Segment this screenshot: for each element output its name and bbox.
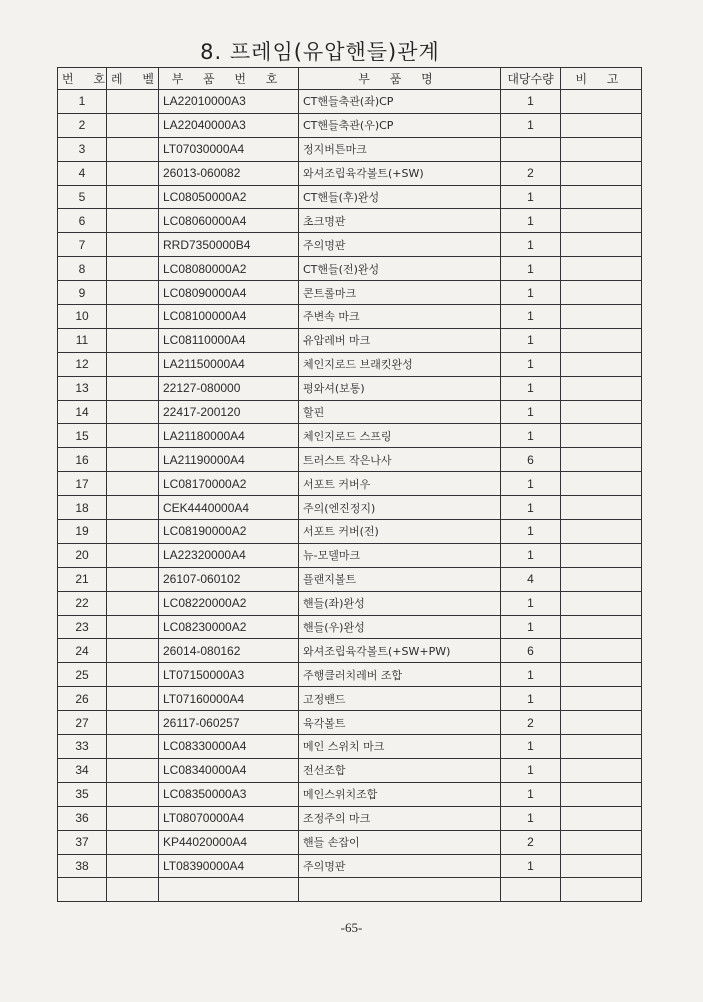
- table-row: [58, 687, 642, 711]
- table-row: [58, 161, 642, 185]
- table-row: [58, 591, 642, 615]
- cell-level: [107, 878, 159, 902]
- table-row: [58, 113, 642, 137]
- cell-no: 3: [58, 137, 107, 161]
- cell-level: [107, 90, 159, 114]
- cell-part-no: LC08170000A2: [159, 472, 299, 496]
- cell-no: 34: [58, 758, 107, 782]
- cell-remark: [561, 376, 642, 400]
- cell-level: [107, 782, 159, 806]
- table-row: [58, 233, 642, 257]
- cell-no: 1: [58, 90, 107, 114]
- cell-qty: 2: [501, 830, 561, 854]
- cell-level: [107, 281, 159, 305]
- cell-qty: 1: [501, 185, 561, 209]
- cell-remark: [561, 782, 642, 806]
- cell-part-no: LC08330000A4: [159, 735, 299, 759]
- cell-part-no: CEK4440000A4: [159, 496, 299, 520]
- cell-part-name: 플랜지볼트: [299, 567, 501, 591]
- cell-no: 35: [58, 782, 107, 806]
- cell-qty: 1: [501, 328, 561, 352]
- cell-remark: [561, 615, 642, 639]
- table-row: [58, 615, 642, 639]
- cell-part-no: LC08340000A4: [159, 758, 299, 782]
- cell-part-no: 26117-060257: [159, 711, 299, 735]
- cell-qty: 1: [501, 305, 561, 329]
- cell-qty: 1: [501, 90, 561, 114]
- cell-part-name: 육각볼트: [299, 711, 501, 735]
- cell-part-no: LC08350000A3: [159, 782, 299, 806]
- cell-qty: 1: [501, 758, 561, 782]
- cell-part-no: KP44020000A4: [159, 830, 299, 854]
- cell-qty: 1: [501, 782, 561, 806]
- cell-level: [107, 496, 159, 520]
- cell-part-no: LC08230000A2: [159, 615, 299, 639]
- cell-level: [107, 448, 159, 472]
- cell-no: 6: [58, 209, 107, 233]
- cell-qty: 1: [501, 424, 561, 448]
- cell-remark: [561, 591, 642, 615]
- cell-part-name: CT핸들축관(우)CP: [299, 113, 501, 137]
- cell-no: 26: [58, 687, 107, 711]
- table-row: [58, 782, 642, 806]
- cell-no: 8: [58, 257, 107, 281]
- cell-part-name: 할핀: [299, 400, 501, 424]
- cell-remark: [561, 281, 642, 305]
- cell-no: 22: [58, 591, 107, 615]
- cell-part-name: 뉴-모델마크: [299, 543, 501, 567]
- cell-part-name: 평와셔(보통): [299, 376, 501, 400]
- page-title: 8. 프레임(유압핸들)관계: [200, 40, 440, 64]
- cell-no: 19: [58, 520, 107, 544]
- cell-level: [107, 711, 159, 735]
- cell-qty: 6: [501, 639, 561, 663]
- cell-qty: 1: [501, 400, 561, 424]
- cell-part-no: 22127-080000: [159, 376, 299, 400]
- cell-qty: 6: [501, 448, 561, 472]
- table-row: [58, 854, 642, 878]
- cell-no: 4: [58, 161, 107, 185]
- cell-remark: [561, 806, 642, 830]
- cell-no: 12: [58, 352, 107, 376]
- cell-remark: [561, 257, 642, 281]
- table-row: [58, 209, 642, 233]
- cell-no: 36: [58, 806, 107, 830]
- table-row: [58, 543, 642, 567]
- cell-part-name: 주의명판: [299, 854, 501, 878]
- cell-qty: 1: [501, 735, 561, 759]
- cell-part-no: LT07030000A4: [159, 137, 299, 161]
- cell-remark: [561, 90, 642, 114]
- table-row: [58, 520, 642, 544]
- cell-part-name: 핸들(좌)완성: [299, 591, 501, 615]
- cell-qty: 4: [501, 567, 561, 591]
- cell-qty: 1: [501, 663, 561, 687]
- cell-level: [107, 735, 159, 759]
- cell-level: [107, 615, 159, 639]
- cell-qty: 1: [501, 496, 561, 520]
- cell-remark: [561, 711, 642, 735]
- cell-qty: 1: [501, 376, 561, 400]
- cell-level: [107, 137, 159, 161]
- cell-part-no: LC08090000A4: [159, 281, 299, 305]
- cell-qty: 1: [501, 806, 561, 830]
- cell-part-name: 초크명판: [299, 209, 501, 233]
- cell-level: [107, 257, 159, 281]
- cell-part-no: LA21180000A4: [159, 424, 299, 448]
- table-row: [58, 639, 642, 663]
- cell-level: [107, 830, 159, 854]
- cell-no: 17: [58, 472, 107, 496]
- cell-level: [107, 472, 159, 496]
- cell-part-no: LT07150000A3: [159, 663, 299, 687]
- cell-part-no: LC08190000A2: [159, 520, 299, 544]
- cell-no: 25: [58, 663, 107, 687]
- cell-remark: [561, 161, 642, 185]
- cell-part-name: 유압레버 마크: [299, 328, 501, 352]
- cell-qty: 1: [501, 113, 561, 137]
- table-row: [58, 424, 642, 448]
- cell-no: 20: [58, 543, 107, 567]
- cell-qty: 2: [501, 711, 561, 735]
- header-no: 번 호: [58, 68, 107, 90]
- table-row: [58, 185, 642, 209]
- table-row: [58, 496, 642, 520]
- cell-part-no: LC08100000A4: [159, 305, 299, 329]
- cell-no: 33: [58, 735, 107, 759]
- cell-part-no: LC08110000A4: [159, 328, 299, 352]
- cell-level: [107, 520, 159, 544]
- cell-qty: 1: [501, 854, 561, 878]
- cell-level: [107, 113, 159, 137]
- cell-remark: [561, 400, 642, 424]
- table-row: [58, 663, 642, 687]
- cell-part-name: CT핸들(전)완성: [299, 257, 501, 281]
- cell-part-name: 체인지로드 브래킷완성: [299, 352, 501, 376]
- cell-qty: [501, 878, 561, 902]
- cell-no: 37: [58, 830, 107, 854]
- cell-qty: 1: [501, 591, 561, 615]
- cell-part-no: [159, 878, 299, 902]
- cell-no: 21: [58, 567, 107, 591]
- cell-remark: [561, 113, 642, 137]
- cell-remark: [561, 305, 642, 329]
- cell-no: 5: [58, 185, 107, 209]
- cell-qty: 1: [501, 687, 561, 711]
- cell-part-name: 서포트 커버우: [299, 472, 501, 496]
- cell-part-name: 주변속 마크: [299, 305, 501, 329]
- cell-part-name: 조정주의 마크: [299, 806, 501, 830]
- cell-no: 9: [58, 281, 107, 305]
- table-row: [58, 352, 642, 376]
- cell-remark: [561, 328, 642, 352]
- cell-level: [107, 305, 159, 329]
- cell-part-no: 22417-200120: [159, 400, 299, 424]
- cell-part-no: LC08220000A2: [159, 591, 299, 615]
- cell-remark: [561, 448, 642, 472]
- cell-part-name: 트러스트 작은나사: [299, 448, 501, 472]
- cell-remark: [561, 830, 642, 854]
- cell-no: 2: [58, 113, 107, 137]
- cell-qty: 1: [501, 281, 561, 305]
- cell-qty: 2: [501, 161, 561, 185]
- cell-part-no: LA22040000A3: [159, 113, 299, 137]
- cell-part-no: 26107-060102: [159, 567, 299, 591]
- cell-qty: 1: [501, 209, 561, 233]
- cell-remark: [561, 496, 642, 520]
- cell-level: [107, 854, 159, 878]
- table-row: [58, 376, 642, 400]
- cell-remark: [561, 567, 642, 591]
- cell-qty: 1: [501, 352, 561, 376]
- cell-remark: [561, 639, 642, 663]
- cell-part-no: LC08080000A2: [159, 257, 299, 281]
- cell-part-name: 전선조합: [299, 758, 501, 782]
- table-row: [58, 328, 642, 352]
- header-remark: 비 고: [561, 68, 642, 90]
- cell-no: 7: [58, 233, 107, 257]
- cell-part-no: LT07160000A4: [159, 687, 299, 711]
- cell-level: [107, 400, 159, 424]
- table-body: [58, 90, 642, 902]
- cell-remark: [561, 687, 642, 711]
- table-row: [58, 90, 642, 114]
- table-row: [58, 830, 642, 854]
- cell-level: [107, 376, 159, 400]
- cell-part-no: LA21190000A4: [159, 448, 299, 472]
- cell-part-no: 26014-080162: [159, 639, 299, 663]
- cell-level: [107, 233, 159, 257]
- cell-qty: 1: [501, 472, 561, 496]
- cell-part-name: 체인지로드 스프링: [299, 424, 501, 448]
- cell-no: 15: [58, 424, 107, 448]
- cell-level: [107, 424, 159, 448]
- cell-part-no: LA22010000A3: [159, 90, 299, 114]
- table-row: [58, 567, 642, 591]
- cell-no: 13: [58, 376, 107, 400]
- cell-part-name: 정지버튼마크: [299, 137, 501, 161]
- parts-table: [57, 67, 642, 902]
- table-row: [58, 758, 642, 782]
- table-header-row: [58, 68, 642, 90]
- table-row: [58, 281, 642, 305]
- table-row: [58, 257, 642, 281]
- cell-part-no: LC08050000A2: [159, 185, 299, 209]
- cell-qty: 1: [501, 257, 561, 281]
- cell-qty: [501, 137, 561, 161]
- cell-level: [107, 209, 159, 233]
- table-row: [58, 735, 642, 759]
- cell-part-name: 와셔조립육각볼트(+SW): [299, 161, 501, 185]
- cell-part-name: 주행클러치레버 조합: [299, 663, 501, 687]
- cell-level: [107, 687, 159, 711]
- cell-remark: [561, 520, 642, 544]
- cell-part-name: 주의명판: [299, 233, 501, 257]
- cell-level: [107, 185, 159, 209]
- cell-remark: [561, 137, 642, 161]
- cell-part-name: 메인스위치조합: [299, 782, 501, 806]
- cell-qty: 1: [501, 615, 561, 639]
- cell-part-no: LT08390000A4: [159, 854, 299, 878]
- cell-part-name: 주의(엔진정지): [299, 496, 501, 520]
- cell-level: [107, 639, 159, 663]
- cell-remark: [561, 663, 642, 687]
- cell-level: [107, 663, 159, 687]
- header-qty: 대당수량: [501, 68, 561, 90]
- cell-remark: [561, 352, 642, 376]
- cell-remark: [561, 758, 642, 782]
- cell-remark: [561, 209, 642, 233]
- table-row: [58, 878, 642, 902]
- cell-no: 18: [58, 496, 107, 520]
- cell-part-name: 서포트 커버(전): [299, 520, 501, 544]
- cell-no: 16: [58, 448, 107, 472]
- cell-level: [107, 352, 159, 376]
- cell-level: [107, 161, 159, 185]
- cell-part-no: LC08060000A4: [159, 209, 299, 233]
- cell-no: 14: [58, 400, 107, 424]
- cell-part-name: 고정밴드: [299, 687, 501, 711]
- cell-no: 23: [58, 615, 107, 639]
- cell-level: [107, 328, 159, 352]
- cell-part-no: 26013-060082: [159, 161, 299, 185]
- cell-remark: [561, 472, 642, 496]
- cell-no: 10: [58, 305, 107, 329]
- table-row: [58, 400, 642, 424]
- cell-no: 38: [58, 854, 107, 878]
- header-part-name: 부 품 명: [299, 68, 501, 90]
- cell-no: 11: [58, 328, 107, 352]
- cell-remark: [561, 854, 642, 878]
- table-row: [58, 305, 642, 329]
- cell-level: [107, 806, 159, 830]
- cell-remark: [561, 185, 642, 209]
- cell-qty: 1: [501, 520, 561, 544]
- cell-remark: [561, 424, 642, 448]
- cell-part-name: CT핸들(후)완성: [299, 185, 501, 209]
- cell-part-no: LT08070000A4: [159, 806, 299, 830]
- cell-part-name: 콘트롤마크: [299, 281, 501, 305]
- cell-level: [107, 567, 159, 591]
- cell-part-name: 핸들(우)완성: [299, 615, 501, 639]
- cell-part-name: 핸들 손잡이: [299, 830, 501, 854]
- cell-part-name: CT핸들축관(좌)CP: [299, 90, 501, 114]
- cell-no: 27: [58, 711, 107, 735]
- cell-level: [107, 543, 159, 567]
- cell-no: 24: [58, 639, 107, 663]
- cell-level: [107, 591, 159, 615]
- cell-qty: 1: [501, 543, 561, 567]
- cell-part-no: RRD7350000B4: [159, 233, 299, 257]
- cell-part-no: LA22320000A4: [159, 543, 299, 567]
- cell-remark: [561, 878, 642, 902]
- table-row: [58, 806, 642, 830]
- cell-remark: [561, 233, 642, 257]
- cell-part-name: [299, 878, 501, 902]
- table-row: [58, 472, 642, 496]
- header-part-no: 부 품 번 호: [159, 68, 299, 90]
- cell-no: [58, 878, 107, 902]
- header-level: 레 벨: [107, 68, 159, 90]
- cell-part-no: LA21150000A4: [159, 352, 299, 376]
- table-row: [58, 711, 642, 735]
- table-row: [58, 448, 642, 472]
- page-number: -65-: [340, 920, 363, 935]
- cell-part-name: 와셔조립육각볼트(+SW+PW): [299, 639, 501, 663]
- table-row: [58, 137, 642, 161]
- cell-remark: [561, 543, 642, 567]
- cell-remark: [561, 735, 642, 759]
- cell-level: [107, 758, 159, 782]
- cell-part-name: 메인 스위치 마크: [299, 735, 501, 759]
- cell-qty: 1: [501, 233, 561, 257]
